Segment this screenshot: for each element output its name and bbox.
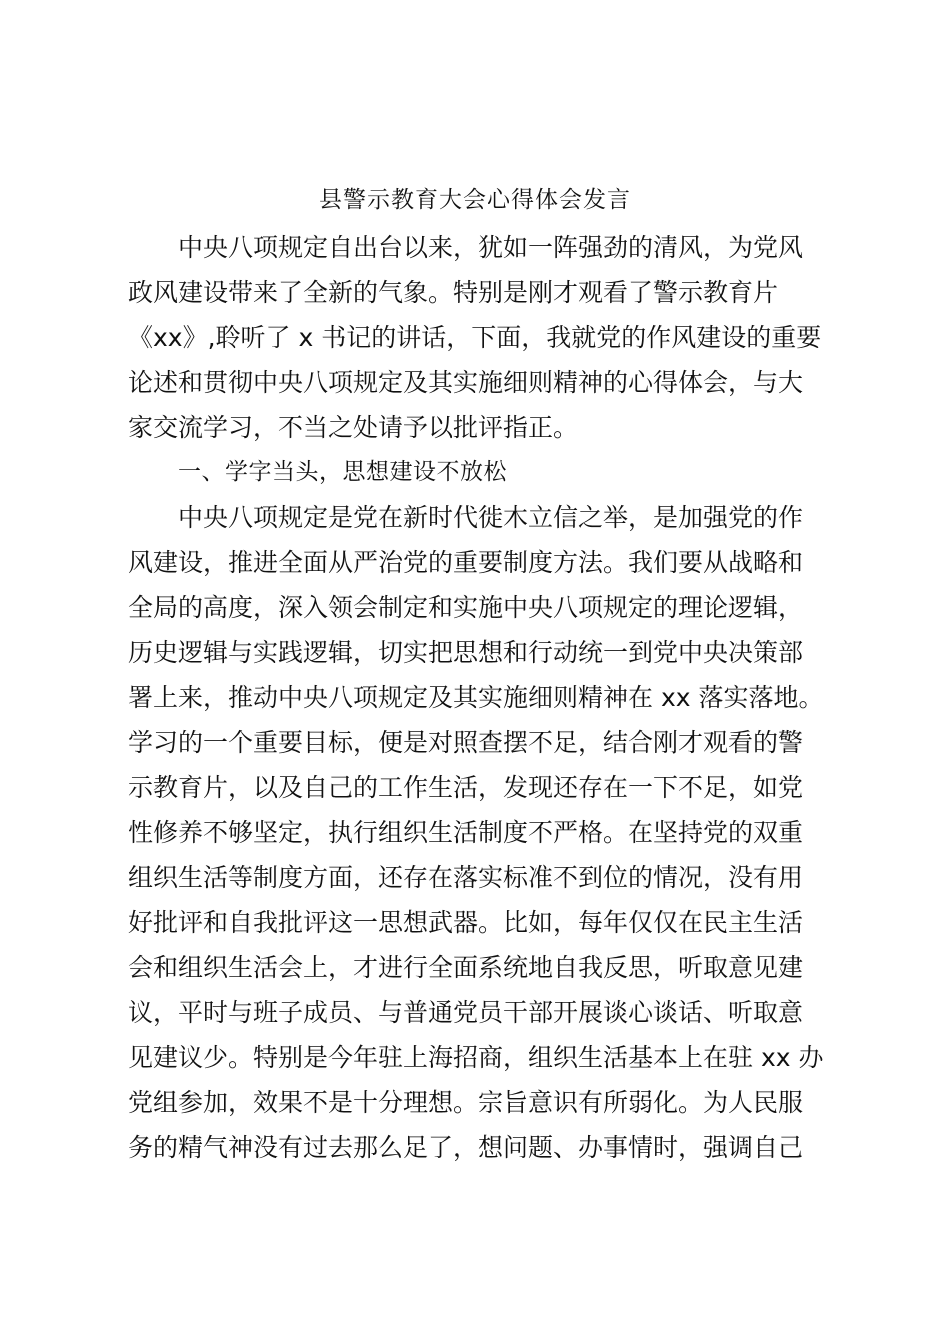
paragraph-line: 性修养不够坚定，执行组织生活制度不严格。在坚持党的双重 (128, 818, 804, 847)
paragraph-line: 务的精气神没有过去那么足了，想问题、办事情时，强调自己 (128, 1133, 804, 1162)
paragraph-line: 中央八项规定自出台以来，犹如一阵强劲的清风，为党风 (178, 233, 804, 262)
paragraph-line: 家交流学习，不当之处请予以批评指正。 (128, 413, 579, 442)
paragraph-line: 风建设，推进全面从严治党的重要制度方法。我们要从战略和 (128, 548, 804, 577)
document-body (128, 225, 832, 1170)
paragraph-line: 《xx》,聆听了 x 书记的讲话，下面，我就党的作风建设的重要 (128, 323, 822, 352)
section-heading: 一、学字当头，思想建设不放松 (178, 459, 507, 485)
paragraph-line: 学习的一个重要目标，便是对照查摆不足，结合刚才观看的警 (128, 728, 804, 757)
paragraph-line: 见建议少。特别是今年驻上海招商，组织生活基本上在驻 xx 办 (128, 1043, 824, 1072)
paragraph-line: 署上来，推动中央八项规定及其实施细则精神在 xx 落实落地。 (128, 683, 824, 712)
paragraph-line: 议，平时与班子成员、与普通党员干部开展谈心谈话、听取意 (128, 998, 804, 1027)
paragraph-line: 论述和贯彻中央八项规定及其实施细则精神的心得体会，与大 (128, 368, 804, 397)
paragraph-line: 党组参加，效果不是十分理想。宗旨意识有所弱化。为人民服 (128, 1088, 804, 1117)
paragraph-line: 全局的高度，深入领会制定和实施中央八项规定的理论逻辑， (128, 593, 804, 622)
paragraph-line: 组织生活等制度方面，还存在落实标准不到位的情况，没有用 (128, 863, 804, 892)
paragraph-line: 中央八项规定是党在新时代徙木立信之举，是加强党的作 (178, 503, 804, 532)
paragraph-line: 示教育片，以及自己的工作生活，发现还存在一下不足，如党 (128, 773, 804, 802)
paragraph-line: 好批评和自我批评这一思想武器。比如，每年仅仅在民主生活 (128, 908, 804, 937)
document-title: 县警示教育大会心得体会发言 (319, 187, 631, 213)
paragraph-line: 会和组织生活会上，才进行全面系统地自我反思，听取意见建 (128, 953, 804, 982)
paragraph-line: 历史逻辑与实践逻辑，切实把思想和行动统一到党中央决策部 (128, 638, 804, 667)
paragraph-line: 政风建设带来了全新的气象。特别是刚才观看了警示教育片 (128, 278, 779, 307)
